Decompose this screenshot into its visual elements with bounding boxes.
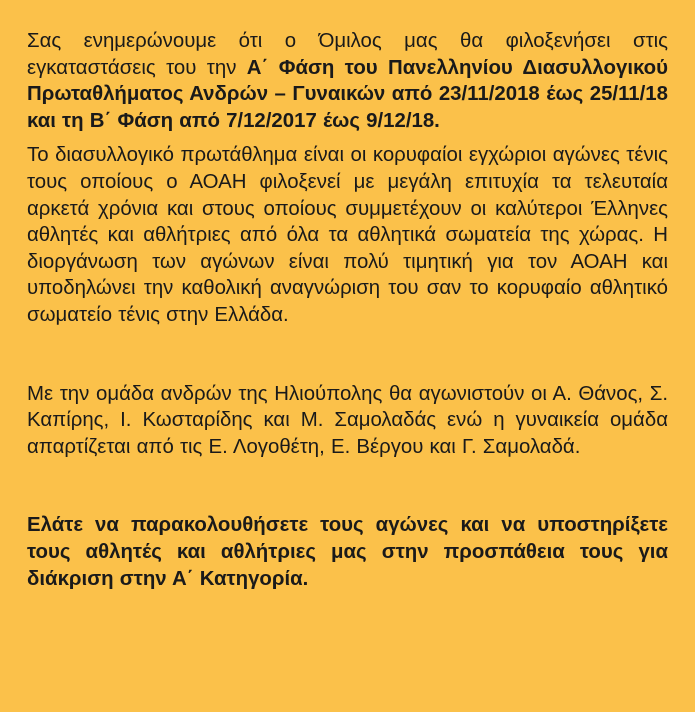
championship-dates-text: Α΄ Φάση του Πανελληνίου Διασυλλογικού Πρωταθλήματος Ανδρών – Γυναικών από 23/11/2018 έως 25/11/18 και τη Β΄ Φάση από 7/12/2017 έως 9/12/18.	[27, 56, 669, 132]
intro-paragraph	[27, 28, 668, 134]
intro-text: Σας ενημερώνουμε ότι ο Όμιλος μας θα φιλοξενήσει στις εγκαταστάσεις του την	[27, 30, 668, 79]
invitation-paragraph	[27, 512, 668, 592]
championship-description-paragraph: Το διασυλλογικό πρωτάθλημα είναι οι κορυφαίοι εγχώριοι αγώνες τένις τους οποίους ο ΑΟΑΗ φιλοξενεί με μεγάλη επιτυχία τα τελευταία αρκετά χρόνια και στους οποίους συμμετέχουν οι καλύτεροι Έλληνες αθλητές και αθλήτριες από όλα τα αθλητικά σωματεία της χώρας. Η διοργάνωση των αγώνων είναι πολύ τιμητική για τον ΑΟΑΗ και υποδηλώνει την καθολική αναγνώριση του σαν το κορυφαίο αθλητικό σωματείο τένις στην Ελλάδα.	[27, 144, 668, 326]
team-roster-paragraph: Με την ομάδα ανδρών της Ηλιούπολης θα αγωνιστούν οι Α. Θάνος, Σ. Καπίρης, Ι. Κωσταρίδης και Μ. Σαμολαδάς ενώ η γυναικεία ομάδα απαρτίζεται από τις Ε. Λογοθέτη, Ε. Βέργου και Γ. Σαμολαδά.	[27, 382, 668, 458]
invitation-text: Ελάτε να παρακολουθήσετε τους αγώνες και να υποστηρίξετε τους αθλητές και αθλήτριες μας στην προσπάθεια τους για διάκριση στην Α΄ Κατηγορία.	[27, 514, 668, 590]
